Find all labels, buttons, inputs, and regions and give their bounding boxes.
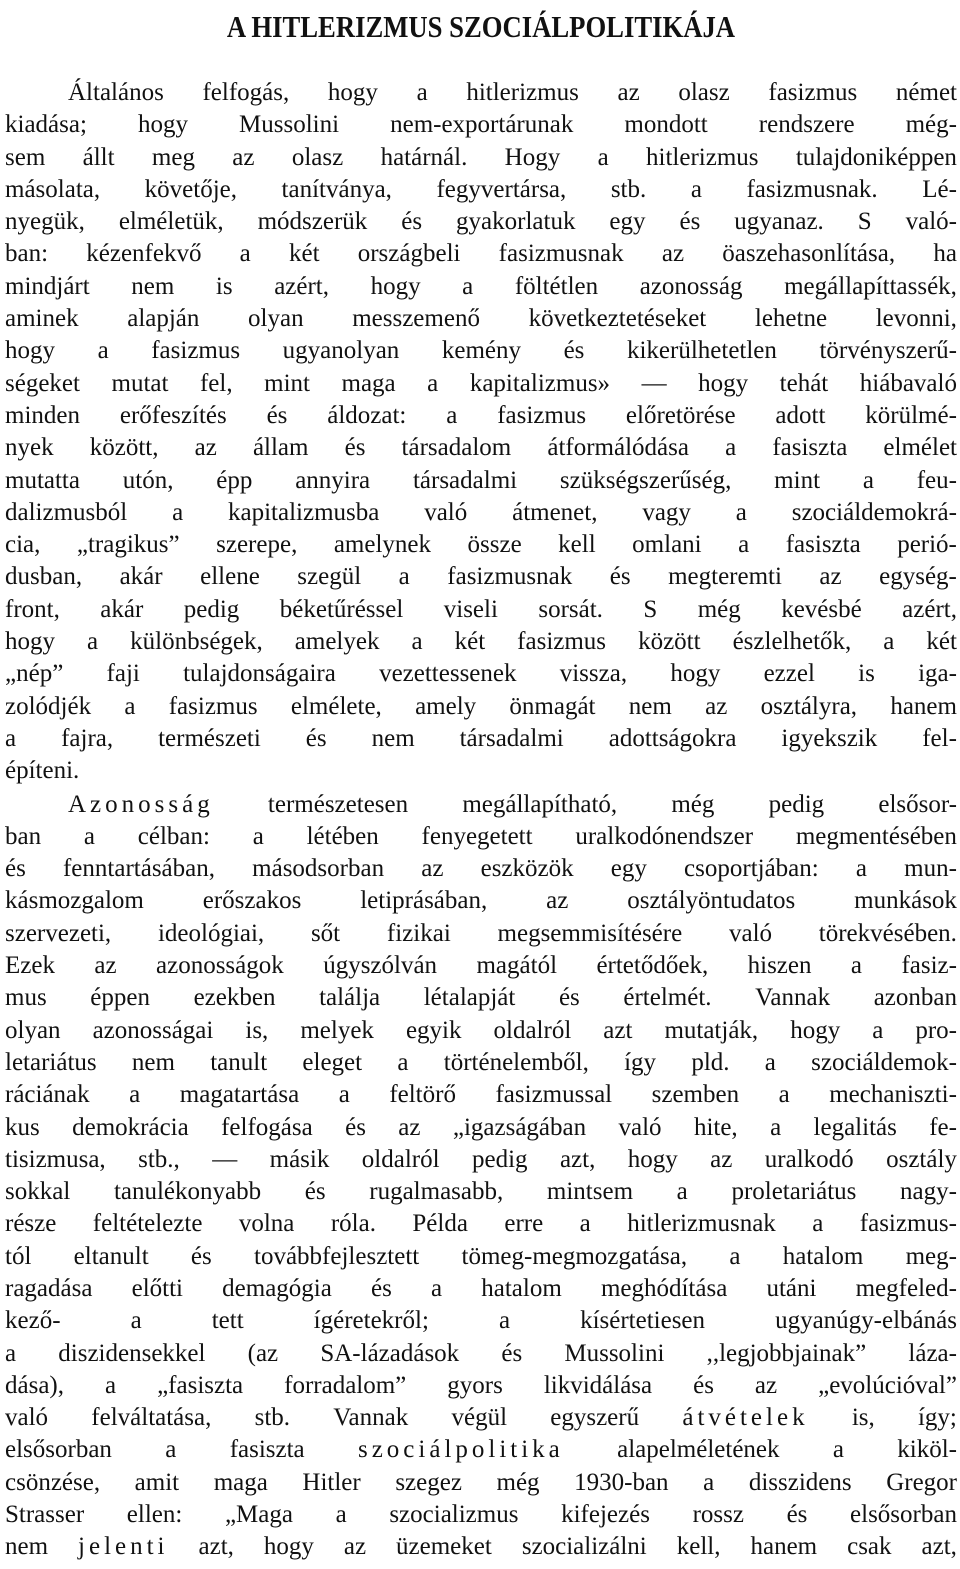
text-line: aminek alapján olyan messzemenő következtetéseket lehetne levonni, <box>5 305 957 333</box>
text-line: sokkal tanulékonyabb és rugalmasabb, mintsem a proletariátus nagy- <box>5 1178 957 1206</box>
text-line: mus éppen ezekben találja létalapját és értelmét. Vannak azonban <box>5 984 957 1012</box>
text-line: Általános felfogás, hogy a hitlerizmus az olasz fasizmus német <box>68 79 957 106</box>
text-line: Azonosság természetesen megállapítható, még pedig elsősor- <box>68 790 957 818</box>
text-line: a diszidensekkel (az SA-lázadások és Mussolini ,,legjobbjainak” láza- <box>5 1339 957 1367</box>
text-line: másolata, követője, tanítványa, fegyvertársa, stb. a fasizmusnak. Lé- <box>5 175 957 203</box>
text-line: Ezek az azonosságok úgyszólván magától értetődőek, hiszen a fasiz- <box>5 952 957 980</box>
text-line: tól eltanult és továbbfejlesztett tömeg-megmozgatása, a hatalom meg- <box>5 1242 957 1270</box>
text-line: ban: kézenfekvő a két országbeli fasizmusnak az öaszehasonlítása, ha <box>5 240 957 268</box>
text-line: ban a célban: a létében fenyegetett uralkodónendszer megmentésében <box>5 822 957 850</box>
text-line: csönzése, amit maga Hitler szegez még 1930-ban a disszidens Gregor <box>5 1468 957 1496</box>
text-line: kus demokrácia felfogása és az „igazságában való hite, a legalitás fe- <box>5 1113 957 1141</box>
text-line: kásmozgalom erőszakos letiprásában, az osztályöntudatos munkások <box>5 887 957 915</box>
text-line: ségeket mutat fel, mint maga a kapitalizmus» — hogy tehát hiábavaló <box>5 369 957 397</box>
text-line: „nép” faji tulajdonságaira vezettessenek vissza, hogy ezzel is iga- <box>5 660 957 688</box>
text-line: olyan azonosságai is, melyek egyik oldalról azt mutatják, hogy a pro- <box>5 1016 957 1044</box>
text-line: építeni. <box>5 757 80 785</box>
text-line: tisizmusa, stb., — másik oldalról pedig azt, hogy az uralkodó osztály <box>5 1145 957 1173</box>
text-line: Strasser ellen: „Maga a szocializmus kifejezés rossz és elsősorban <box>5 1501 957 1529</box>
text-line: elsősorban a fasiszta szociálpolitika alapelméletének a kiköl- <box>5 1436 957 1464</box>
text-line: minden erőfeszítés és áldozat: a fasizmus előretörése adott körülmé- <box>5 401 957 429</box>
paragraph-1 <box>5 77 957 788</box>
text-line: mutatta utón, épp annyira társadalmi szükségszerűség, mint a feu- <box>5 466 957 494</box>
text-line: része feltételezte volna róla. Példa erre a hitlerizmusnak a fasizmus- <box>5 1210 957 1238</box>
text-line: ragadása előtti demagógia és a hatalom meghódítása utáni megfeled- <box>5 1274 957 1302</box>
text-line: mindjárt nem is azért, hogy a föltétlen azonosság megállapíttassék, <box>5 272 957 300</box>
text-line: ráciának a magatartása a feltörő fasizmussal szemben a mechaniszti- <box>5 1081 957 1109</box>
text-line: front, akár pedig béketűréssel viseli sorsát. S még kevésbé azért, <box>5 595 957 623</box>
text-line: nem jelenti azt, hogy az üzemeket szocializálni kell, hanem csak azt, <box>5 1533 957 1561</box>
page-title: A HITLERIZMUS SZOCIÁLPOLITIKÁJA <box>226 9 736 44</box>
text-line: való felváltatása, stb. Vannak végül egyszerű átvételek is, így; <box>5 1404 957 1432</box>
paragraph-2 <box>5 789 957 1564</box>
text-line: dusban, akár ellene szegül a fasizmusnak és megteremti az egység- <box>5 563 957 591</box>
text-line: nyegük, elméletük, módszerük és gyakorlatuk egy és ugyanaz. S való- <box>5 208 957 236</box>
text-line: hogy a fasizmus ugyanolyan kemény és kikerülhetetlen törvényszerű- <box>5 337 957 365</box>
text-line: dása), a „fasiszta forradalom” gyors likvidálása és az „evolúcióval” <box>5 1371 957 1399</box>
text-line: és fenntartásában, másodsorban az eszközök egy csoportjában: a mun- <box>5 855 957 883</box>
text-line: sem állt meg az olasz határnál. Hogy a hitlerizmus tulajdoniképpen <box>5 143 957 171</box>
text-line: letariátus nem tanult eleget a történelemből, így pld. a szociáldemok- <box>5 1048 957 1076</box>
document-page <box>5 0 957 1564</box>
text-line: dalizmusból a kapitalizmusba való átmenet, vagy a szociáldemokrá- <box>5 498 957 526</box>
text-line: a fajra, természeti és nem társadalmi adottságokra igyekszik fel- <box>5 724 957 752</box>
text-line: kiadása; hogy Mussolini nem-exportárunak mondott rendszere még- <box>5 111 957 139</box>
text-line: szervezeti, ideológiai, sőt fizikai megsemmisítésére való törekvésében. <box>5 919 957 947</box>
text-line: hogy a különbségek, amelyek a két fasizmus között észlelhetők, a két <box>5 628 957 656</box>
text-line: cia, „tragikus” szerepe, amelynek össze kell omlani a fasiszta perió- <box>5 531 957 559</box>
text-line: zolódjék a fasizmus elmélete, amely önmagát nem az osztályra, hanem <box>5 692 957 720</box>
text-line: nyek között, az állam és társadalom átformálódása a fasiszta elmélet <box>5 434 957 462</box>
text-line: kező- a tett ígéretekről; a kísértetiesen ugyanúgy-elbánás <box>5 1307 957 1335</box>
